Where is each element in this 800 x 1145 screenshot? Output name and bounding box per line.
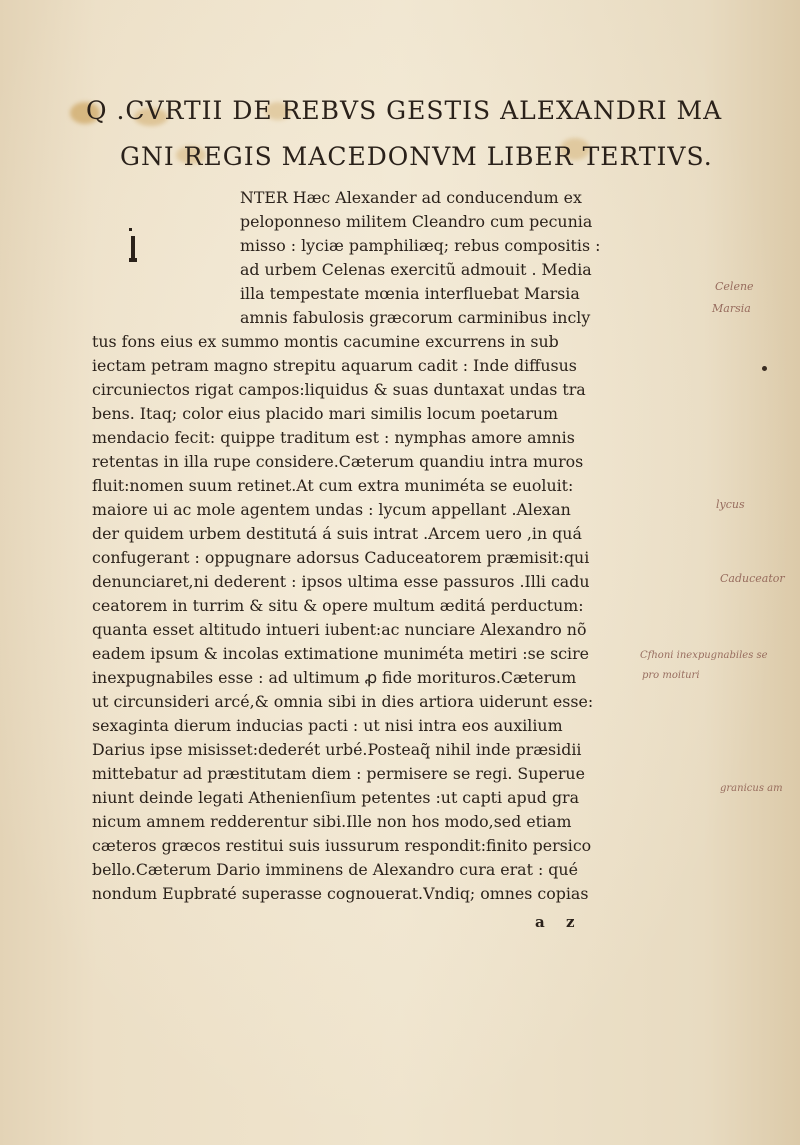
text-line: misso : lyciæ pamphiliæq; rebus compositis : bbox=[240, 236, 601, 255]
text-line: fluit:nomen suum retinet.At cum extra muniméta se euoluit: bbox=[92, 476, 574, 495]
text-line: mendacio fecit: quippe traditum est : nymphas amore amnis bbox=[92, 428, 575, 447]
text-line: retentas in illa rupe considere.Cæterum quandiu intra muros bbox=[92, 452, 584, 471]
initial-letter-guide bbox=[128, 228, 138, 266]
text-line: denunciaret,ni dederent : ipsos ultima esse passuros .Illi cadu bbox=[92, 572, 590, 591]
margin-note: Caduceator bbox=[720, 572, 785, 585]
text-line: bens. Itaq; color eius placido mari similis locum poetarum bbox=[92, 404, 559, 423]
text-line: peloponneso militem Cleandro cum pecunia bbox=[240, 212, 593, 231]
text-line: maiore ui ac mole agentem undas : lycum appellant .Alexan bbox=[92, 500, 571, 519]
text-line: der quidem urbem destitutá á suis intrat .Arcem uero ,in quá bbox=[92, 524, 582, 543]
text-line: quanta esset altitudo intueri iubent:ac nunciare Alexandro nõ bbox=[92, 620, 587, 639]
text-line: nicum amnem redderentur sibi.Ille non hos modo,sed etiam bbox=[92, 812, 572, 831]
margin-note: Marsia bbox=[712, 302, 751, 315]
text-line: sexaginta dierum inducias pacti : ut nisi intra eos auxilium bbox=[92, 716, 563, 735]
text-line: bello.Cæterum Dario imminens de Alexandro cura erat : qué bbox=[92, 860, 578, 879]
text-line: cæteros græcos restitui suis iussurum respondit:finito persico bbox=[92, 836, 592, 855]
signature-mark: a z bbox=[535, 913, 583, 931]
margin-note: Cfhoni inexpugnabiles se bbox=[640, 650, 768, 661]
heading-line-2: GNI REGIS MACEDONVM LIBER TERTIVS. bbox=[120, 142, 713, 171]
text-line: iectam petram magno strepitu aquarum cadit : Inde diffusus bbox=[92, 356, 577, 375]
text-line: mittebatur ad præstitutam diem : permisere se regi. Superue bbox=[92, 764, 585, 783]
text-line: niunt deinde legati Athenienſium petentes :ut capti apud gra bbox=[92, 788, 580, 807]
text-line: circuniectos rigat campos:liquidus & suas duntaxat undas tra bbox=[92, 380, 586, 399]
text-line: NTER Hæc Alexander ad conducendum ex bbox=[240, 188, 582, 207]
text-line: inexpugnabiles esse : ad ultimum ꝓ fide morituros.Cæterum bbox=[92, 668, 577, 687]
heading-line-1: Q .CVRTII DE REBVS GESTIS ALEXANDRI MA bbox=[86, 96, 723, 125]
text-line: tus fons eius ex summo montis cacumine excurrens in sub bbox=[92, 332, 559, 351]
text-line: confugerant : oppugnare adorsus Caduceatorem præmisit:qui bbox=[92, 548, 590, 567]
margin-note: pro moituri bbox=[642, 670, 700, 681]
text-line: eadem ipsum & incolas extimatione muniméta metiri :se scire bbox=[92, 644, 590, 663]
text-line: nondum Eupbraté superasse cognouerat.Vndiq; omnes copias bbox=[92, 884, 589, 903]
margin-note: Celene bbox=[715, 280, 754, 293]
ink-dot bbox=[762, 366, 767, 371]
text-line: ceatorem in turrim & situ & opere multum æditá perductum: bbox=[92, 596, 584, 615]
text-line: ad urbem Celenas exercitũ admouit . Media bbox=[240, 260, 592, 279]
text-line: ut circunsideri arcé,& omnia sibi in dies artiora uiderunt esse: bbox=[92, 692, 594, 711]
text-line: Darius ipse misisset:dederét urbé.Posteaq̃ nihil inde præsidii bbox=[92, 740, 582, 759]
margin-note: lycus bbox=[716, 498, 745, 511]
text-line: illa tempestate mœnia interfluebat Marsia bbox=[240, 284, 580, 303]
margin-note: granicus am bbox=[720, 783, 783, 794]
text-line: amnis fabulosis græcorum carminibus incly bbox=[240, 308, 591, 327]
